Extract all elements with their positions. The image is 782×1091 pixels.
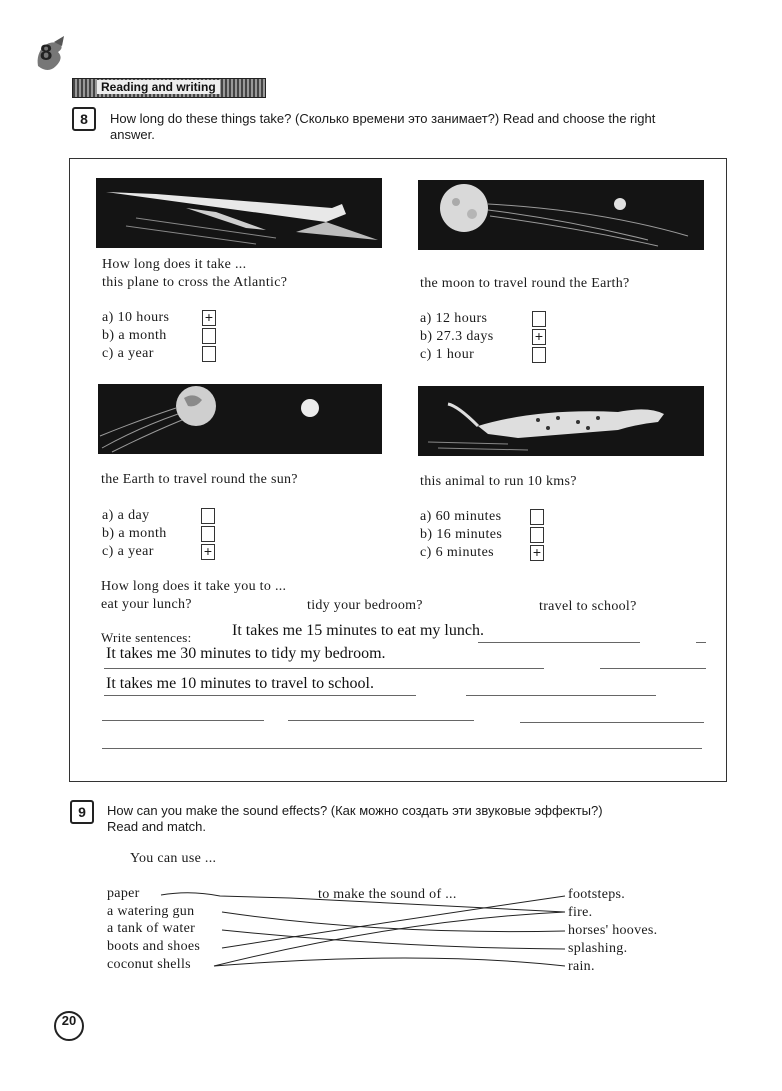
answer-2[interactable]: It takes me 30 minutes to tidy my bedroom. [106,645,386,662]
exercise-8-instruction-line1: How long do these things take? (Сколько времени это занимает?) Read and choose the right [110,111,656,126]
right-item-rain[interactable]: rain. [568,959,595,974]
question-animal: this animal to run 10 kms? [420,474,577,489]
you-item-school: travel to school? [539,599,637,614]
match-line-rain [214,958,565,966]
match-line-paper [161,893,290,898]
exercise-9-instruction-line1: How can you make the sound effects? (Как можно создать эти звуковые эффекты?) [107,803,603,818]
left-item-paper[interactable]: paper [107,886,140,901]
q2-option-c: c) 1 hour [420,347,475,362]
left-item-coconut[interactable]: coconut shells [107,957,191,972]
right-item-hooves[interactable]: horses' hooves. [568,923,658,938]
left-item-tank[interactable]: a tank of water [107,921,196,936]
right-item-fire[interactable]: fire. [568,905,593,920]
section-title: Reading and writing [97,80,220,94]
exercise-8-instruction-line2: answer. [110,127,155,142]
q3-checkbox-c[interactable]: + [201,544,215,560]
q4-checkbox-c[interactable]: + [530,545,544,561]
q4-option-a: a) 60 minutes [420,509,502,524]
write-label: Write sentences: [101,630,192,645]
q1-option-b: b) a month [102,328,167,343]
q2-option-a: a) 12 hours [420,311,488,326]
q1-option-c: c) a year [102,346,154,361]
q3-option-b: b) a month [102,526,167,541]
q3-option-a: a) a day [102,508,150,523]
you-item-lunch: eat your lunch? [101,597,192,612]
q2-option-b: b) 27.3 days [420,329,494,344]
q3-option-c: c) a year [102,544,154,559]
question-moon: the moon to travel round the Earth? [420,276,630,291]
exercise-8-number: 8 [72,107,96,131]
question-plane: this plane to cross the Atlantic? [102,275,288,290]
match-line-boots-footsteps [222,896,565,948]
match-line-paper-fire [290,898,565,912]
ex9-middle-phrase: to make the sound of ... [318,887,457,902]
q4-option-b: b) 16 minutes [420,527,503,542]
exercise-9-number: 9 [70,800,94,824]
right-item-splashing[interactable]: splashing. [568,941,628,956]
answer-3[interactable]: It takes me 10 minutes to travel to school. [106,675,374,692]
exercise-9-instruction-line2: Read and match. [107,819,207,834]
q4-option-c: c) 6 minutes [420,545,495,560]
ex9-intro: You can use ... [130,851,217,866]
question-earth: the Earth to travel round the sun? [101,472,298,487]
right-item-footsteps[interactable]: footsteps. [568,887,626,902]
left-item-watering-gun[interactable]: a watering gun [107,904,195,919]
q1-checkbox-a[interactable]: + [202,310,216,326]
answer-1[interactable]: It takes me 15 minutes to eat my lunch. [232,622,484,639]
page-number: 20 [54,1011,84,1041]
q2-checkbox-b[interactable]: + [532,329,546,345]
q1-option-a: a) 10 hours [102,310,170,325]
you-intro: How long does it take you to ... [101,579,287,594]
left-item-boots[interactable]: boots and shoes [107,939,201,954]
ex8-intro: How long does it take ... [102,257,247,272]
you-item-bedroom: tidy your bedroom? [307,598,423,613]
corner-mark-number: 8 [40,40,53,65]
